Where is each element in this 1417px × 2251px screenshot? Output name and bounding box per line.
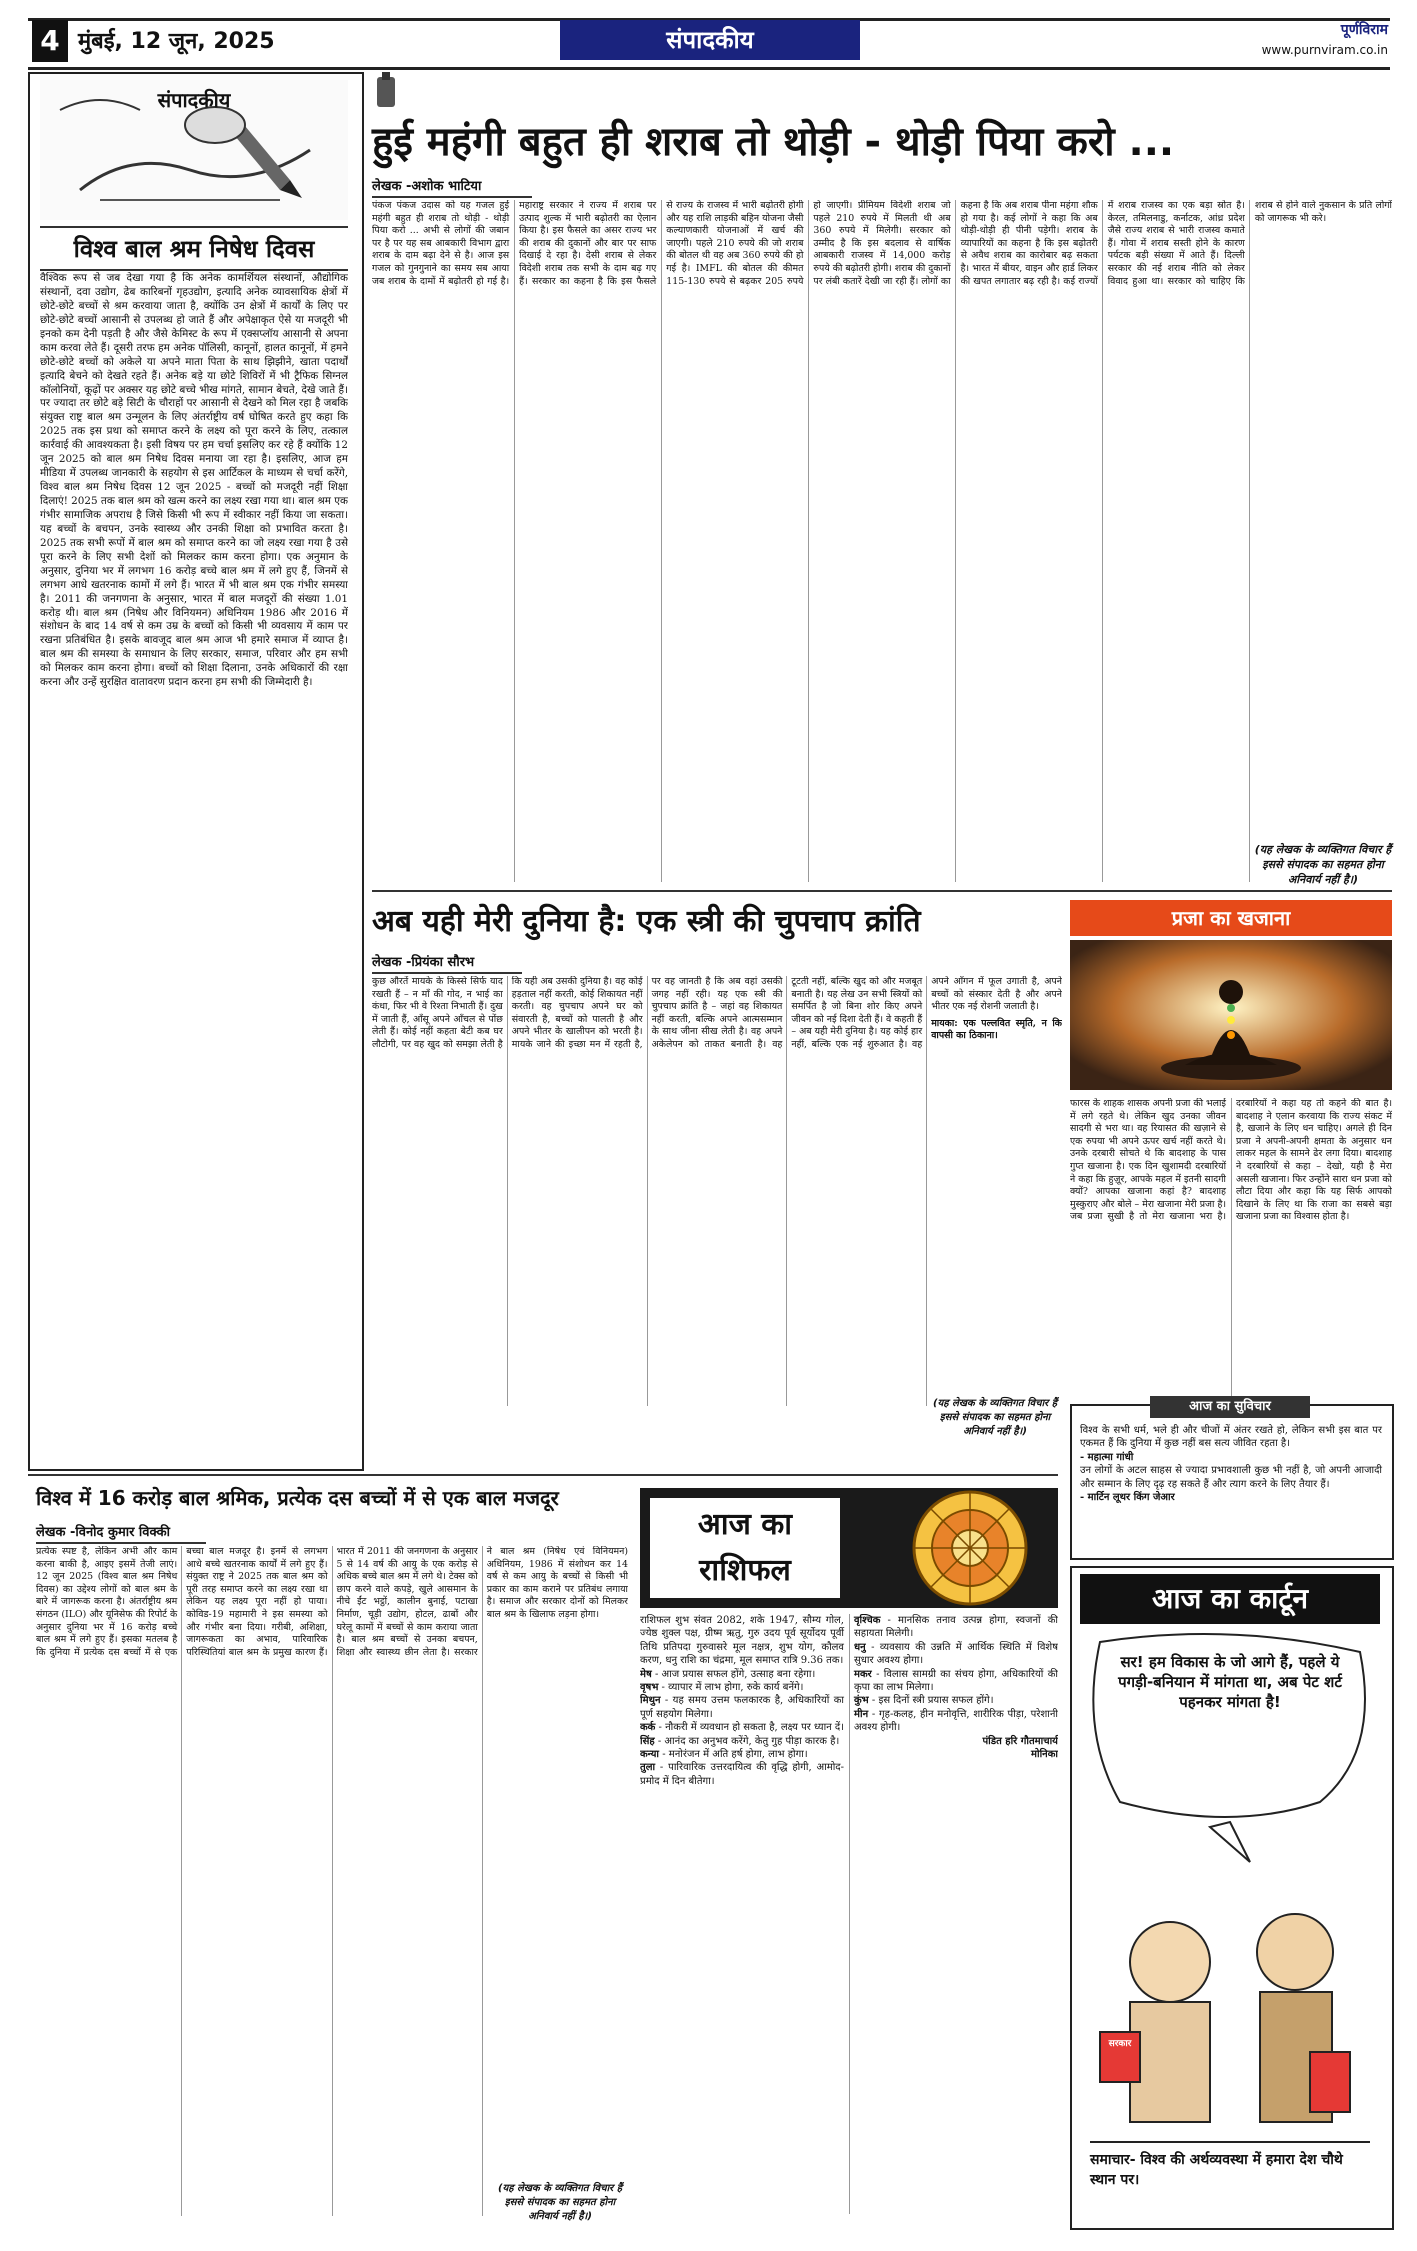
article3-body: [36, 1546, 628, 2216]
article3-byline: लेखक -विनोद कुमार विक्की: [36, 1522, 206, 1544]
rashifal-item: मिथुन - यह समय उत्तम फलकारक है, अधिकारियों का पूर्ण सहयोग मिलेगा।: [640, 1695, 844, 1720]
rashifal-text: मनोरंजन में अति हर्ष होगा, लाभ होगा।: [668, 1748, 808, 1760]
rashifal-item: मीन - गृह-कलह, हीन मनोवृत्ति, शारीरिक पीड़ा, परेशानी अवश्य होगी।: [854, 1708, 1058, 1734]
rashifal-text: व्यापार में लाभ होगा, रुके कार्य बनेंगे।: [668, 1681, 804, 1693]
rashifal-text: मानसिक तनाव उत्पन्न होगा, स्वजनों की सहायता मिलेगी।: [854, 1615, 1058, 1640]
rashifal-item: मकर - विलास सामग्री का संचय होगा, अधिकारियों की कृपा का लाभ मिलेगा।: [854, 1668, 1058, 1693]
article1-disclaimer: (यह लेखक के व्यक्तिगत विचार हैं इससे संपादक का सहमत होना अनिवार्य नहीं है।): [1254, 843, 1392, 886]
article1-body: [372, 200, 1392, 882]
rashifal-text: नौकरी में व्यवधान हो सकता है, लक्ष्य पर ध्यान दें।: [665, 1722, 845, 1734]
rashifal-sign: मकर: [854, 1668, 872, 1680]
cartoon-speech: सर! हम विकास के जो आगे हैं, पहले ये पगड़ी-बनियान में मांगता था, अब पेट शर्ट पहनकर मांगता है!: [1118, 1653, 1342, 1711]
rashifal-signoff-2: मोनिका: [1031, 1748, 1058, 1760]
rashifal-sign: तुला: [640, 1762, 656, 1774]
article2-body-text: कुछ औरतें मायके के किस्से सिर्फ याद रखती हैं – न माँ की गोद, न भाई का कंधा, फिर भी वे रिश्ता निभाती हैं। दुख में जाती हैं, आँसू अपने आँचल से पोंछ लेती हैं। कोई नहीं कहता बेटी कब घर लौटोगी, पर वह खुद को समझा लेती है कि यही अब उसकी दुनिया है। वह कोई हड़ताल नहीं करती, कोई शिकायत नहीं करती। वह चुपचाप अपने घर को संवारती है, बच्चों को पालती है और अपने भीतर के खालीपन को भरती है। मायके जाने की इच्छा मन में रहती है, पर वह जानती है कि अब वहां उसकी जगह नहीं रही। यह एक स्त्री की चुपचाप क्रांति है – जहां वह शिकायत नहीं करती, बल्कि अपने आत्मसम्मान के साथ जीना सीख लेती है। वह अपने अकेलेपन को ताकत बनाती है। वह टूटती नहीं, बल्कि खुद को और मजबूत बनाती है। यह लेख उन सभी स्त्रियों को समर्पित है जो बिना शोर किए अपने जीवन को नई दिशा देती हैं। वे कहती हैं – अब यही मेरी दुनिया है। यह कोई हार नहीं, बल्कि एक नई शुरुआत है। वह अपने आँगन में फूल उगाती है, अपने बच्चों को संस्कार देती है और अपने भीतर एक नई रोशनी जलाती है।: [372, 976, 1062, 1050]
article3-title: विश्व में 16 करोड़ बाल श्रमिक, प्रत्येक दस बच्चों में से एक बाल मजदूर: [36, 1486, 559, 1510]
article2-byline: लेखक -प्रियंका सौरभ: [372, 952, 522, 974]
praja-body: [1070, 1098, 1392, 1396]
quote-title: आज का सुविचार: [1150, 1396, 1310, 1418]
rashifal-sign: मिथुन: [640, 1695, 661, 1707]
rashifal-item: मेष - आज प्रयास सफल होंगे, उत्साह बना रहेगा।: [640, 1668, 816, 1680]
brand-name: पूर्णविराम: [1340, 22, 1388, 38]
article2-disclaimer: (यह लेखक के व्यक्तिगत विचार हैं इससे संपादक का सहमत होना अनिवार्य नहीं है।): [932, 1398, 1058, 1437]
rashifal-sign: कर्क: [640, 1722, 656, 1734]
praja-body-text: फारस के शाहक शासक अपनी प्रजा की भलाई में लगे रहते थे। लेकिन खुद उनका जीवन सादगी से भरा था। वह रियासत की खज़ाने से एक रुपया भी अपने ऊपर खर्च नहीं करते थे। उनके दरबारी सोचते थे कि बादशाह के पास गुप्त खजाना है। एक दिन खुशामदी दरबारियों ने कहा कि हुज़ूर, आपके महल में इतनी सादगी क्यों? आपका खजाना कहां है? बादशाह मुस्कुराए और बोले – मेरा खजाना मेरी प्रजा है। जब प्रजा सुखी है तो मेरा खजाना भरा है। दरबारियों ने कहा यह तो कहने की बात है। बादशाह ने एलान करवाया कि राज्य संकट में है, खजाने के लिए धन चाहिए। अगले ही दिन प्रजा ने अपनी-अपनी क्षमता के अनुसार धन लाकर महल के सामने ढेर लगा दिया। बादशाह ने दरबारियों से कहा – देखो, यही है मेरा असली खजाना। फिर उन्होंने सारा धन प्रजा को लौटा दिया और कहा कि यह सिर्फ आपको दिखाने के लिए था कि राजा का सबसे बड़ा खजाना प्रजा का विश्वास होता है।: [1070, 1098, 1392, 1223]
article1-art: [372, 72, 702, 112]
editorial-title: विश्व बाल श्रम निषेध दिवस: [40, 226, 348, 271]
rashifal-text: आनंद का अनुभव करेंगे, केतु गुह पीड़ा कारक है।: [664, 1735, 840, 1747]
rashifal-sign: वृश्चिक: [854, 1615, 881, 1626]
divider: [372, 890, 1392, 892]
rashifal-text: विलास सामग्री का संचय होगा, अधिकारियों की कृपा का लाभ मिलेगा।: [854, 1668, 1058, 1693]
rashifal-text: इस दिनों स्त्री प्रयास सफल होंगे।: [878, 1695, 994, 1707]
page-number: 4: [32, 20, 68, 62]
meditation-image: [1070, 940, 1392, 1090]
meditation-icon: [1070, 940, 1392, 1090]
rashifal-item: कर्क - नौकरी में व्यवधान हो सकता है, लक्ष्य पर ध्यान दें।: [640, 1722, 845, 1734]
rashifal-sign: धनु: [854, 1641, 866, 1653]
cartoon-sign: सरकार: [1108, 2039, 1132, 2049]
article3-body-text: प्रत्येक स्पष्ट है, लेकिन अभी और काम करना बाकी है, आइए इसमें तेजी लाएं। 12 जून 2025 (विश्व बाल श्रम निषेध दिवस) का उद्देश्य लोगों को बाल श्रम के बारे में जागरूक करना है। अंतर्राष्ट्रीय श्रम संगठन (ILO) और यूनिसेफ की रिपोर्ट के अनुसार दुनिया भर में 16 करोड़ बच्चे बाल श्रम में लगे हुए हैं। इसका मतलब है कि दुनिया में प्रत्येक दस बच्चों में से एक बच्चा बाल मजदूर है। इनमें से लगभग आधे बच्चे खतरनाक कार्यों में लगे हुए हैं। संयुक्त राष्ट्र ने 2025 तक बाल श्रम को पूरी तरह समाप्त करने का लक्ष्य रखा था लेकिन यह लक्ष्य पूरा नहीं हो पाया। कोविड-19 महामारी ने इस समस्या को और गंभीर बना दिया। गरीबी, अशिक्षा, जागरूकता का अभाव, पारिवारिक परिस्थितियां बाल श्रम के प्रमुख कारण हैं। भारत में 2011 की जनगणना के अनुसार 5 से 14 वर्ष की आयु के एक करोड़ से अधिक बच्चे बाल श्रम में लगे थे। टेक्स को छाप करने वाले कपड़े, खुले आसमान के नीचे ईंट भट्ठों, कालीन बुनाई, पटाखा निर्माण, चूड़ी उद्योग, होटल, ढाबों और घरेलू कामों में बच्चों से काम कराया जाता है। बाल श्रम बच्चों से उनका बचपन, शिक्षा और स्वास्थ्य छीन लेता है। सरकार ने बाल श्रम (निषेध एवं विनियमन) अधिनियम, 1986 में संशोधन कर 14 वर्ष से कम आयु के बच्चों से किसी भी प्रकार का काम कराने पर प्रतिबंध लगाया है। समाज और सरकार दोनों को मिलकर बाल श्रम के खिलाफ लड़ना होगा।: [36, 1546, 628, 1658]
rashifal-item: तुला - पारिवारिक उत्तरदायित्व की वृद्धि होगी, आमोद-प्रमोद में दिन बीतेगा।: [640, 1762, 844, 1787]
quote-author-2: - मार्टिन लूथर किंग जेआर: [1080, 1491, 1175, 1503]
rashifal-item: कुंभ - इस दिनों स्त्री प्रयास सफल होंगे।: [854, 1695, 994, 1707]
article1-byline: लेखक -अशोक भाटिया: [372, 176, 532, 198]
edition-date: मुंबई, 12 जून, 2025: [78, 29, 275, 54]
article1-title: हुई महंगी बहुत ही शराब तो थोड़ी - थोड़ी पिया करो ...: [372, 119, 1175, 165]
rashifal-text: यह समय उत्तम फलकारक है, अधिकारियों का पूर्ण सहयोग मिलेगा।: [640, 1695, 844, 1720]
article2-body: [372, 976, 1062, 1406]
rashifal-text: आज प्रयास सफल होंगे, उत्साह बना रहेगा।: [661, 1668, 816, 1680]
rashifal-sign: मेष: [640, 1668, 652, 1680]
rashifal-body: [640, 1614, 1058, 2214]
praja-tag: प्रजा का खजाना: [1070, 900, 1392, 936]
rashifal-intro: राशिफल शुभ संवत 2082, शके 1947, सौम्य गोल, ज्येष्ठ शुक्ल पक्ष, ग्रीष्म ऋतु, गुरु उदय पूर्व सूर्योदय पूर्वी तिथि प्रतिपदा गुरुवासरे मूल नक्षत्र, शुभ योग, कौलव करण, धनु राशि का चंद्रमा, मूल समाप्त रात्रि 9.36 तक।: [640, 1615, 844, 1667]
rashifal-text: व्यवसाय की उन्नति में आर्थिक स्थिति में विशेष सुधार अवश्य होगा।: [854, 1641, 1058, 1667]
divider: [28, 1474, 1058, 1476]
quote-author-1: - महात्मा गांधी: [1080, 1451, 1134, 1463]
cartoon-art: [1080, 1632, 1380, 2218]
rashifal-item: वृश्चिक - मानसिक तनाव उत्पन्न होगा, स्वजनों की सहायता मिलेगी।: [854, 1615, 1058, 1640]
rashifal-item: कन्या - मनोरंजन में अति हर्ष होगा, लाभ होगा।: [640, 1748, 808, 1760]
editorial-logo-text: संपादकीय: [157, 88, 231, 112]
section-title: संपादकीय: [560, 20, 860, 60]
rashifal-header: [640, 1488, 1058, 1608]
rashifal-item: धनु - व्यवसाय की उन्नति में आर्थिक स्थिति में विशेष सुधार अवश्य होगा।: [854, 1641, 1058, 1667]
rashifal-item: वृषभ - व्यापार में लाभ होगा, रुके कार्य बनेंगे।: [640, 1681, 804, 1693]
rashifal-sign: कन्या: [640, 1748, 660, 1760]
rashifal-text: गृह-कलह, हीन मनोवृत्ति, शारीरिक पीड़ा, परेशानी अवश्य होगी।: [854, 1708, 1058, 1734]
editorial-logo: [40, 80, 348, 220]
rashifal-sign: सिंह: [640, 1735, 655, 1747]
rashifal-sign: कुंभ: [854, 1695, 869, 1707]
rashifal-text: पारिवारिक उत्तरदायित्व की वृद्धि होगी, आमोद-प्रमोद में दिन बीतेगा।: [640, 1762, 844, 1787]
rashifal-title: आज का राशिफल: [697, 1507, 793, 1588]
article2-subhead: मायका: एक पल्लवित स्मृति, न कि वापसी का ठिकाना।: [931, 1017, 1062, 1042]
quote-body: [1080, 1424, 1382, 1504]
article1-body-text: पंकज पंकज उदास को यह गजल हुई महंगी बहुत ही शराब तो थोड़ी - थोड़ी पिया करो ... अभी से लोगों की जबान पर है पर यह सब आबकारी विभाग द्वारा शराब के दाम बढ़ा देने से है। आज इस गजल को गुनगुनाने का समय सब आया जब शराब के दामों में बढ़ोतरी हो गई है। महाराष्ट्र सरकार ने राज्य में शराब पर उत्पाद शुल्क में भारी बढ़ोतरी का ऐलान किया है। इस फैसले का असर राज्य भर की शराब की दुकानों और बार पर साफ दिखाई दे रहा है। देसी शराब से लेकर विदेशी शराब तक सभी के दाम बढ़ गए हैं। सरकार का कहना है कि इस फैसले से राज्य के राजस्व में भारी बढ़ोतरी होगी और यह राशि लाड़की बहिन योजना जैसी कल्याणकारी योजनाओं में खर्च की जाएगी। पहले 210 रुपये की जो शराब की बोतल थी वह अब 360 रुपये की हो गई है। IMFL की बोतल की कीमत 115-130 रुपये से बढ़कर 205 रुपये हो जाएगी। प्रीमियम विदेशी शराब जो पहले 210 रुपये में मिलती थी अब 360 रुपये में मिलेगी। सरकार को उम्मीद है कि इस बदलाव से वार्षिक आबकारी राजस्व में 14,000 करोड़ रुपये की बढ़ोतरी होगी। शराब की दुकानों पर लंबी कतारें देखी जा रही हैं। लोगों का कहना है कि अब शराब पीना महंगा शौक हो गया है। कई लोगों ने कहा कि अब थोड़ी-थोड़ी ही पीनी पड़ेगी। शराब के व्यापारियों का कहना है कि इस बढ़ोतरी से अवैध शराब का कारोबार बढ़ सकता है। भारत में बीयर, वाइन और हार्ड लिकर की खपत लगातार बढ़ रही है। कई राज्यों में शराब राजस्व का एक बड़ा स्रोत है। केरल, तमिलनाडु, कर्नाटक, आंध्र प्रदेश जैसे राज्य शराब से भारी राजस्व कमाते हैं। गोवा में शराब सस्ती होने के कारण पर्यटक बड़ी संख्या में आते हैं। दिल्ली सरकार की नई शराब नीति को लेकर विवाद हुआ था। सरकार को चाहिए कि शराब से होने वाले नुकसान के प्रति लोगों को जागरूक भी करे।: [372, 200, 1392, 287]
quote-line-2: उन लोगों के अटल साहस से ज्यादा प्रभावशाली कुछ भी नहीं है, जो अपनी आजादी और सम्मान के लिए दृढ़ रह सकते हैं और त्याग करने के लिए तैयार हैं।: [1080, 1465, 1382, 1490]
rashifal-signoff: पंडित हरि गौतमाचार्य: [982, 1735, 1058, 1747]
article2-title: अब यही मेरी दुनिया है: एक स्त्री की चुपचाप क्रांति: [372, 904, 921, 939]
editorial-body: वैश्विक रूप से जब देखा गया है कि अनेक कामर्शियल संस्थानों, औद्योगिक संस्थानों, दवा उद्योग, ढेब कारिबनों गृहउद्योग, इत्यादि अनेक व्यावसायिक क्षेत्रों में छोटे-छोटे बच्चों से श्रम करवाया जाता है, क्योंकि उन क्षेत्रों में कार्यों के लिए पर छोटे-छोटे बच्चों आसानी से उपलब्ध हो जाते हैं और अपेक्षाकृत ऐसे या मजदूरी भी इनको कम देनी पड़ती है और जैसे केमिस्ट के रूप में एक्सप्लॉय आसानी से अपना काम करवा लेते हैं। दूसरी तरफ हम अनेक पॉलिसी, कानूनों, हालत कानूनों, में हमने छोटे-छोटे बच्चों को अकेले या अपने माता पिता के साथ झिझीने, खाता पदार्थों इत्यादि बेचने को देखते रहते हैं। अनेक बड़े या छोटे शिविरों में भी ट्रैफिक सिग्नल कॉलोनियों, कूढ़ों पर अक्सर यह छोटे बच्चे भीख मांगते, सामान बेचते, देखे जाते हैं। पर ज्यादा तर छोटे बड़े सिटी के चौराहों पर आसानी से देखने को मिल रहा है जबकि संयुक्त राष्ट्र बाल श्रम उन्मूलन के लिए अंतर्राष्ट्रीय वर्ष घोषित करते हुए कहा कि 2025 तक इस प्रथा को समाप्त करने के लक्ष्य को पूरा करने के लिए, तत्काल कार्रवाई की आवश्यकता है। इसी विषय पर हम चर्चा इसलिए कर रहे हैं क्योंकि 12 जून 2025 को बाल श्रम निषेध दिवस मनाया जा रहा है। इसलिए, आज हम मीडिया में उपलब्ध जानकारी के सहयोग से इस आर्टिकल के माध्यम से चर्चा करेंगे, विश्व बाल श्रम निषेध दिवस 12 जून 2025 - बच्चों को मजदूरी नहीं शिक्षा दिलाएं! 2025 तक बाल श्रम को खत्म करने का लक्ष्य रखा गया था। बाल श्रम एक गंभीर सामाजिक अपराध है जिसे किसी भी रूप में स्वीकार नहीं किया जा सकता। यह बच्चों के बचपन, उनके स्वास्थ्य और उनकी शिक्षा को प्रभावित करता है। 2025 तक सभी रूपों में बाल श्रम को समाप्त करने का जो लक्ष्य रखा गया है उसे पूरा करने के लिए सभी देशों को मिलकर काम करना होगा। एक अनुमान के अनुसार, दुनिया भर में लगभग 16 करोड़ बच्चे बाल श्रम में लगे हुए हैं, जिनमें से लगभग आधे खतरनाक कामों में लगे हैं। भारत में भी बाल श्रम एक गंभीर समस्या है। 2011 की जनगणना के अनुसार, भारत में बाल मजदूरों की संख्या 1.01 करोड़ थी। बाल श्रम (निषेध और विनियमन) अधिनियम 1986 और 2016 में संशोधन के बाद 14 वर्ष से कम उम्र के बच्चों को किसी भी व्यवसाय में काम पर रखना प्रतिबंधित है। इसके बावजूद बाल श्रम आज भी हमारे समाज में व्याप्त है। बाल श्रम की समस्या के समाधान के लिए सरकार, समाज, परिवार और हम सभी को मिलकर काम करना होगा। बच्चों को शिक्षा दिलाना, उनके अधिकारों की रक्षा करना और उन्हें सुरक्षित वातावरण प्रदान करना हम सभी की जिम्मेदारी है।: [40, 272, 348, 689]
quote-line-1: विश्व के सभी धर्म, भले ही और चीजों में अंतर रखते हो, लेकिन सभी इस बात पर एकमत हैं कि दुनिया में कुछ नहीं बस सत्य जीवित रहता है।: [1080, 1425, 1382, 1450]
bottle-icon: [372, 72, 702, 112]
brand-block: [1160, 20, 1388, 60]
cartoon-caption: समाचार- विश्व की अर्थव्यवस्था में हमारा देश चौथे स्थान पर।: [1090, 2152, 1343, 2188]
rashifal-item: सिंह - आनंद का अनुभव करेंगे, केतु गुह पीड़ा कारक है।: [640, 1735, 840, 1747]
cartoon-title: आज का कार्टून: [1080, 1574, 1380, 1624]
rashifal-sign: वृषभ: [640, 1681, 659, 1693]
article3-disclaimer: (यह लेखक के व्यक्तिगत विचार हैं इससे संपादक का सहमत होना अनिवार्य नहीं है।): [497, 2183, 623, 2222]
cartoon-drawing-icon: [1080, 1632, 1380, 2218]
rashifal-sign: मीन: [854, 1708, 869, 1720]
website-link[interactable]: www.purnviram.co.in: [1261, 43, 1388, 57]
